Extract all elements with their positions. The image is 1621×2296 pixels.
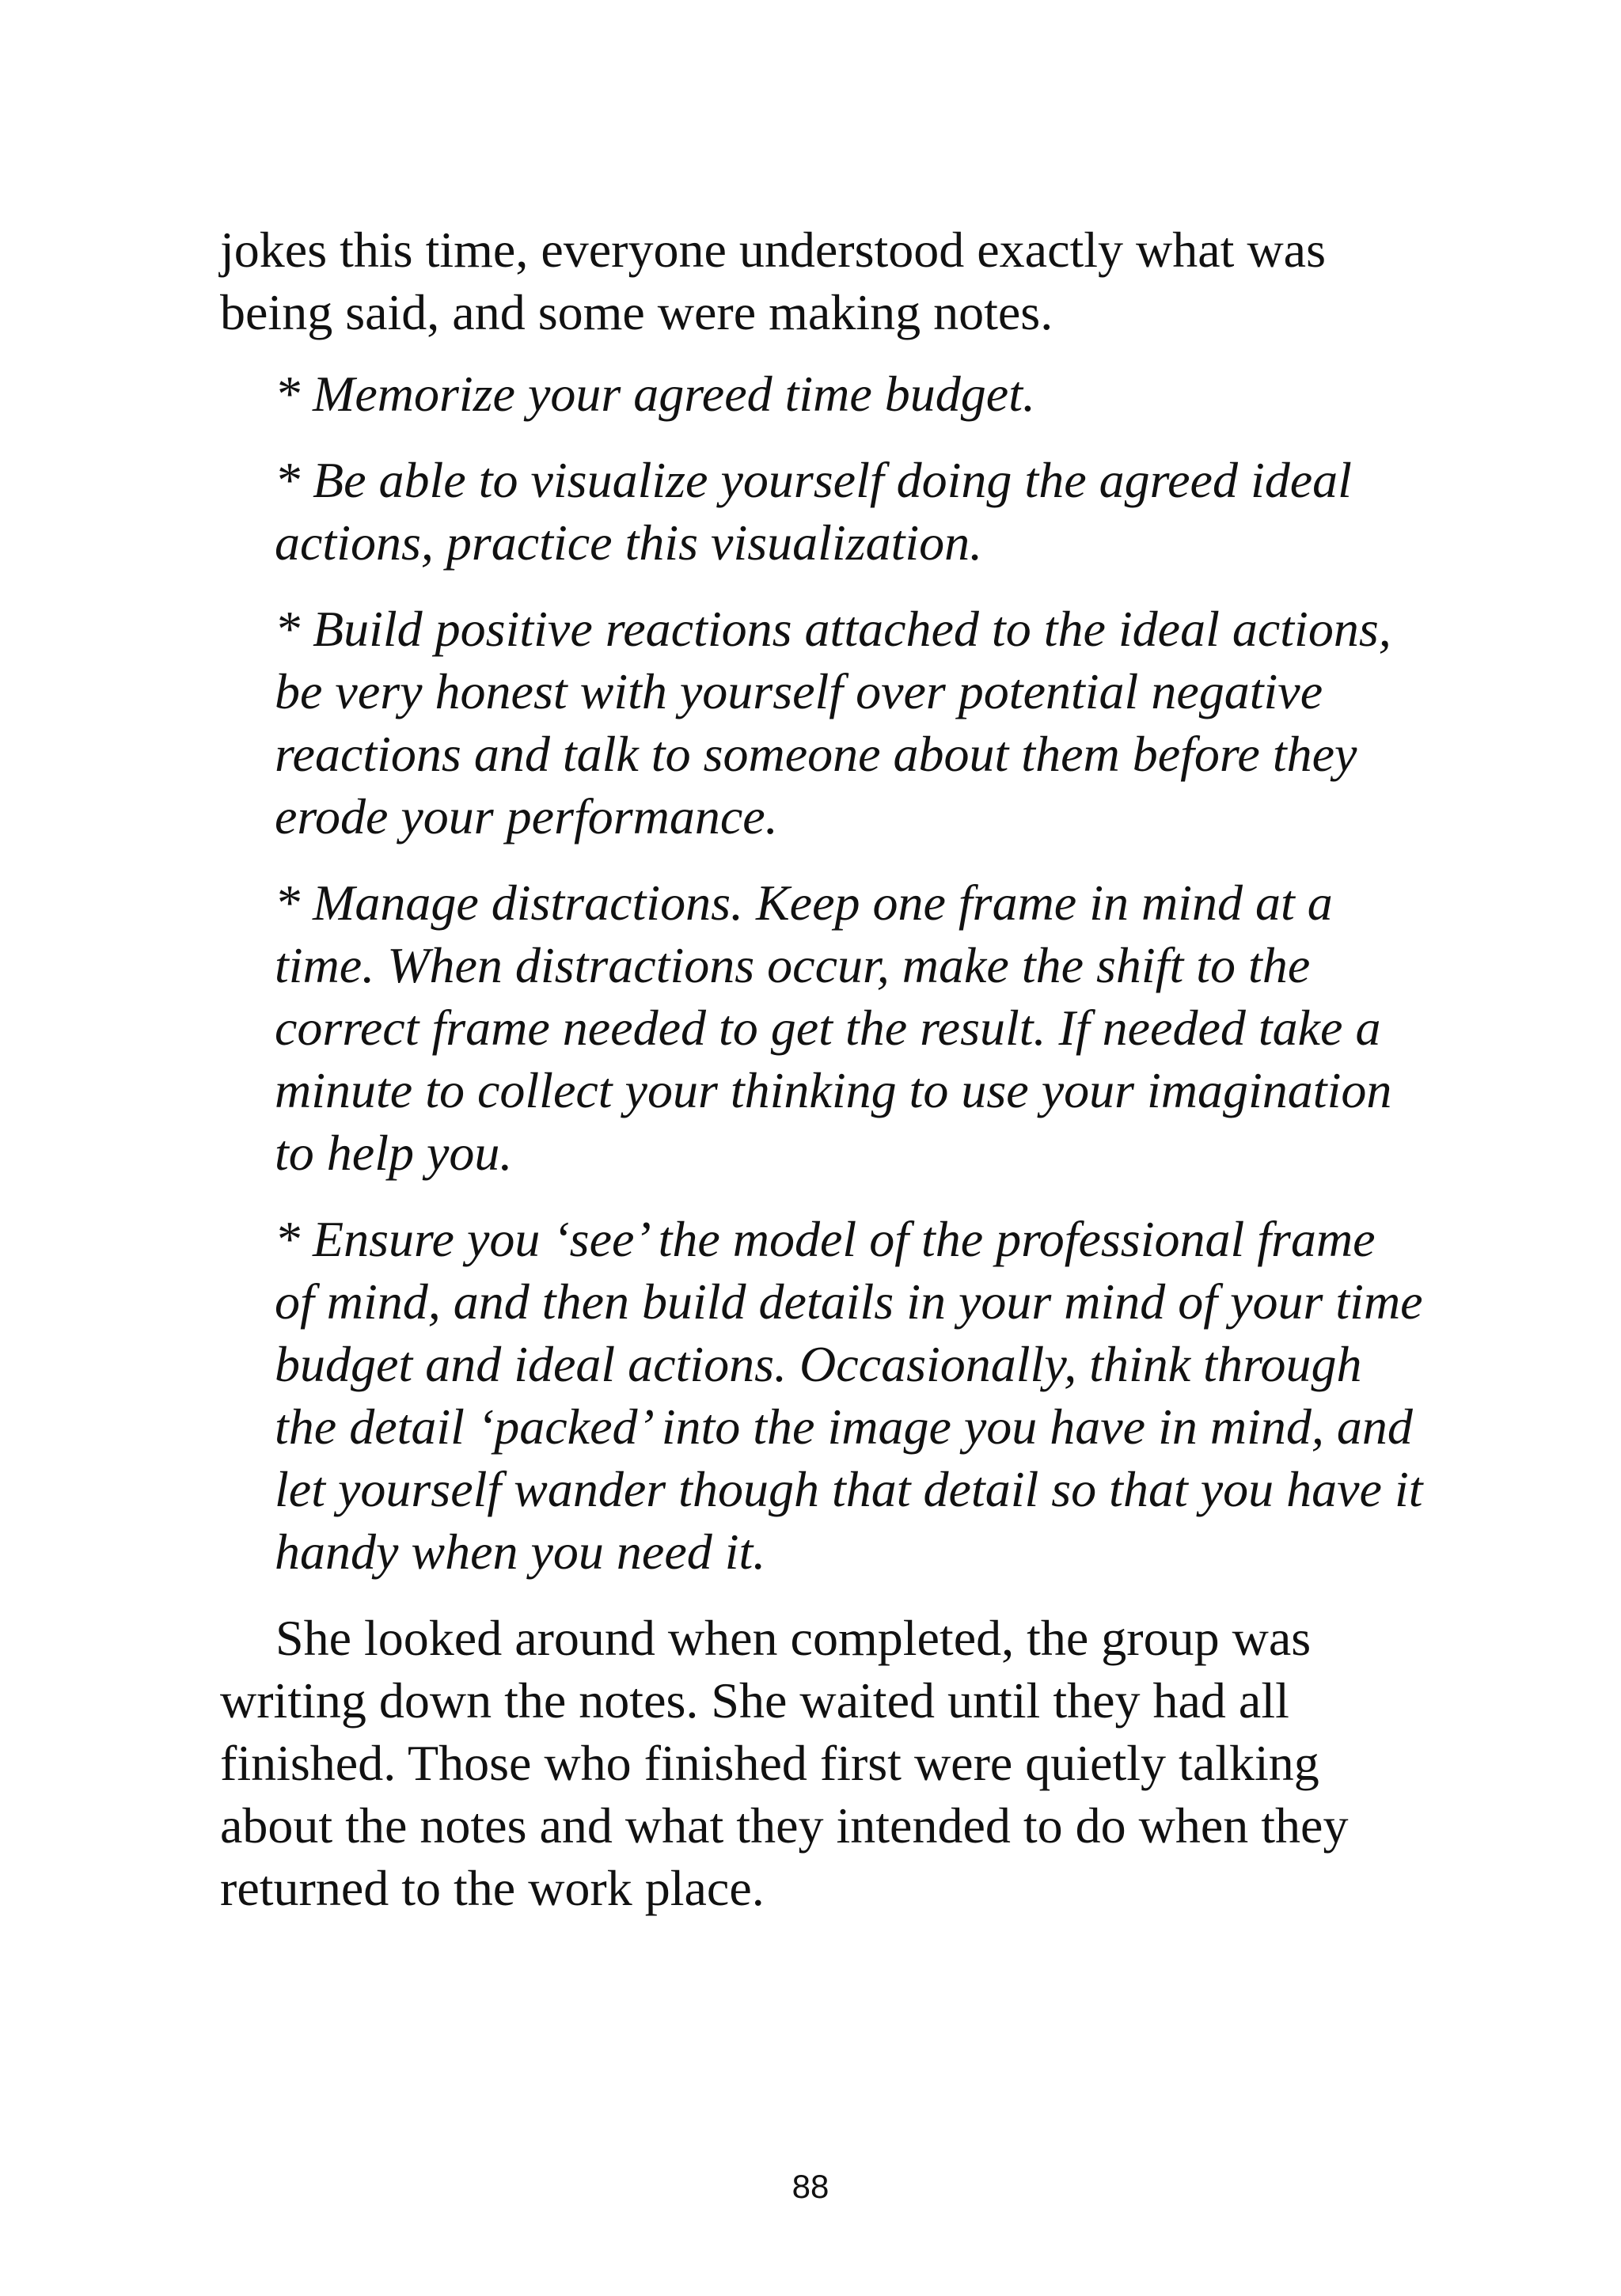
bullet-item-visualize: * Be able to visualize yourself doing the agreed ideal actions, practice this visualization. xyxy=(275,452,1352,571)
opening-paragraph: jokes this time, everyone understood exactly what was being said, and some were making notes. xyxy=(220,222,1326,340)
page-body xyxy=(220,218,1423,1919)
bullet-list xyxy=(220,362,1423,1583)
bullet-item-professional-frame: * Ensure you ‘see’ the model of the professional frame of mind, and then build details in your mind of your time budget and ideal actions. Occasionally, think through the detail ‘packed’ into the image you have in mind, and let yourself wander though that detail so that you have it handy when you need it. xyxy=(275,1211,1423,1580)
bullet-item-positive-reactions: * Build positive reactions attached to the ideal actions, be very honest with yourself over potential negative reactions and talk to someone about them before they erode your performance. xyxy=(275,601,1391,844)
bullet-item-manage-distractions: * Manage distractions. Keep one frame in mind at a time. When distractions occur, make the shift to the correct frame needed to get the result. If needed take a minute to collect your thinking to use your imagination to help you. xyxy=(275,875,1392,1181)
closing-paragraph: She looked around when completed, the group was writing down the notes. She waited until they had all finished. Those who finished first were quietly talking about the notes and what they intended to do when they returned to the work place. xyxy=(220,1610,1349,1916)
bullet-item-time-budget: * Memorize your agreed time budget. xyxy=(275,366,1035,422)
page-number: 88 xyxy=(792,2168,829,2205)
